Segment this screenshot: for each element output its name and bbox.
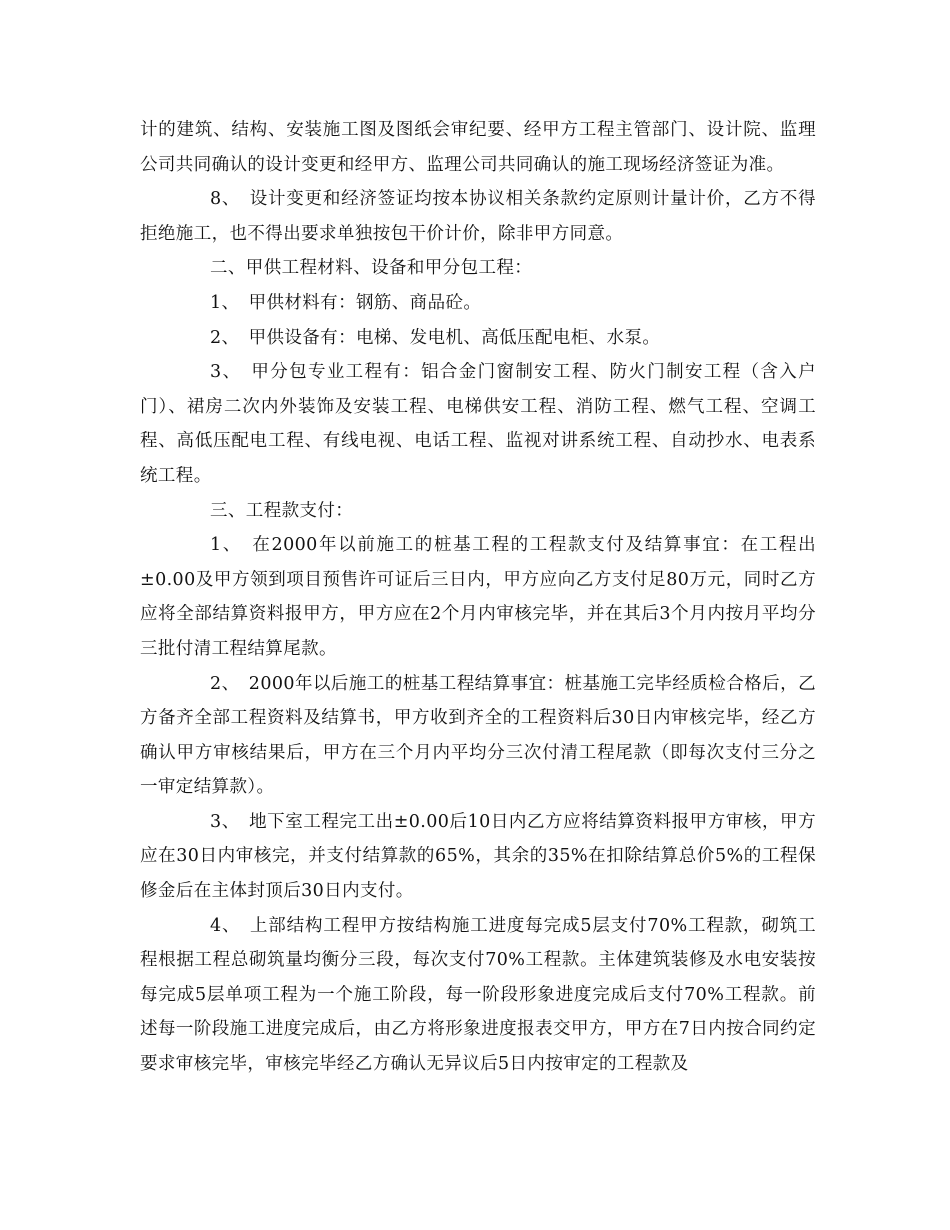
section-heading-3: 三、工程款支付： — [210, 500, 354, 521]
paragraph-continuation: 计的建筑、结构、安装施工图及图纸会审纪要、经甲方工程主管部门、设计院、监理公司共同确认的设计变更和经甲方、监理公司共同确认的施工现场经济签证为准。 — [140, 120, 816, 175]
paragraph-payment-2: 2、 2000年以后施工的桩基工程结算事宜：桩基施工完毕经质检合格后，乙方备齐全部工程资料及结算书，甲方收到齐全的工程资料后30日内审核完毕，经乙方确认甲方审核结果后，甲方在三个月内平均分三次付清工程尾款（即每次支付三分之一审定结算款）。 — [140, 673, 816, 798]
paragraph-item-3: 3、 甲分包专业工程有：铝合金门窗制安工程、防火门制安工程（含入户门）、裙房二次内外装饰及安装工程、电梯供安工程、消防工程、燃气工程、空调工程、高低压配电工程、有线电视、电话工程、监视对讲系统工程、自动抄水、电表系统工程。 — [140, 362, 816, 486]
section-heading-2: 二、甲供工程材料、设备和甲分包工程： — [210, 258, 533, 279]
paragraph-item-2: 2、 甲供设备有：电梯、发电机、高低压配电柜、水泵。 — [210, 327, 661, 348]
paragraph-payment-4: 4、 上部结构工程甲方按结构施工进度每完成5层支付70%工程款，砌筑工程根据工程总砌筑量均衡分三段，每次支付70%工程款。主体建筑装修及水电安装按每完成5层单项工程为一个施工阶段，每一阶段形象进度完成后支付70%工程款。前述每一阶段施工进度完成后，由乙方将形象进度报表交甲方，甲方在7日内按合同约定要求审核完毕，审核完毕经乙方确认无异议后5日内按审定的工程款及 — [140, 915, 816, 1075]
document-body — [140, 113, 816, 1082]
paragraph-item-1: 1、 甲供材料有：钢筋、商品砼。 — [210, 292, 482, 313]
paragraph-clause-8: 8、 设计变更和经济签证均按本协议相关条款约定原则计量计价，乙方不得拒绝施工，也不得出要求单独按包干价计价，除非甲方同意。 — [140, 189, 816, 244]
paragraph-payment-1: 1、 在2000年以前施工的桩基工程的工程款支付及结算事宜：在工程出±0.00及甲方领到项目预售许可证后三日内，甲方应向乙方支付足80万元，同时乙方应将全部结算资料报甲方，甲方应在2个月内审核完毕，并在其后3个月内按月平均分三批付清工程结算尾款。 — [140, 535, 816, 659]
paragraph-payment-3: 3、 地下室工程完工出±0.00后10日内乙方应将结算资料报甲方审核，甲方应在30日内审核完，并支付结算款的65%，其余的35%在扣除结算总价5%的工程保修金后在主体封顶后30日内支付。 — [140, 811, 816, 902]
